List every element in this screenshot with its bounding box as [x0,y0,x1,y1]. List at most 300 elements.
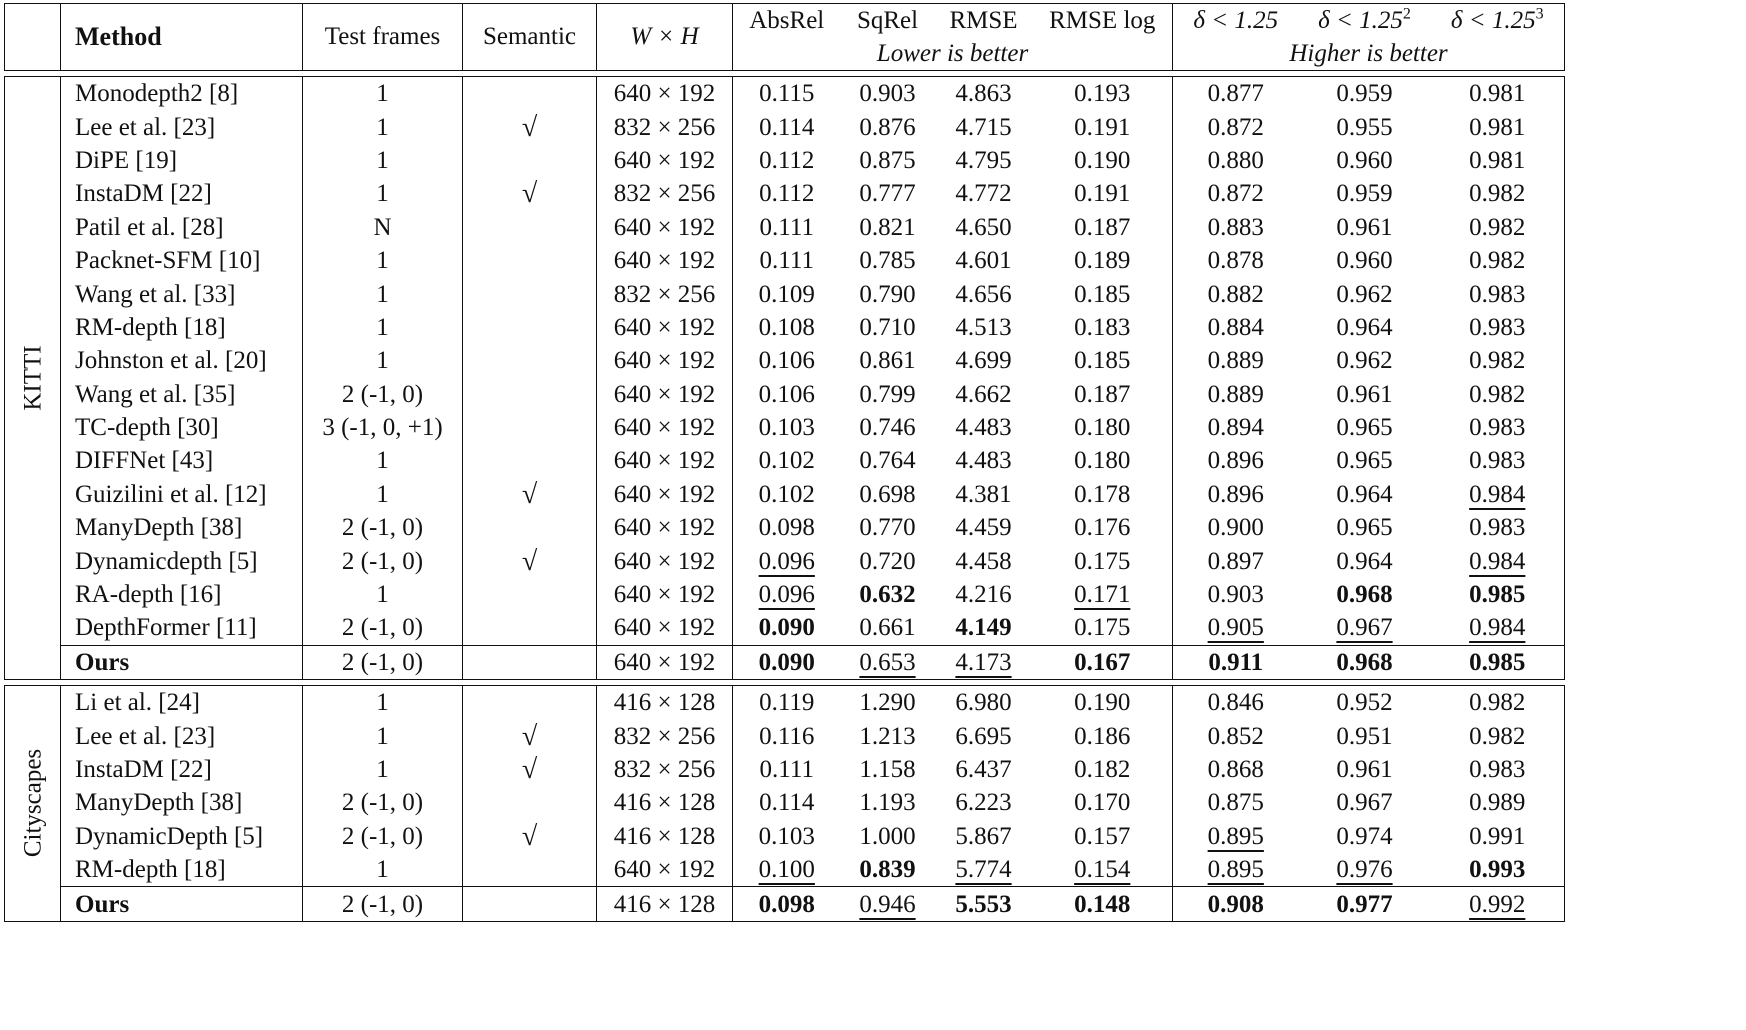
absrel-cell [733,277,841,310]
delta2-cell [1299,820,1431,853]
absrel-cell [733,177,841,210]
resolution-cell: 416 × 128 [597,786,733,819]
rmse-value: 5.553 [955,890,1012,918]
sqrel-cell [841,786,935,819]
delta1-cell [1173,110,1299,143]
rmse-log-cell [1033,144,1173,177]
absrel-cell [733,853,841,887]
rmse-cell [935,611,1033,645]
resolution-cell: 640 × 192 [597,544,733,577]
delta3-value: 0.982 [1469,213,1526,241]
delta1-header [1173,4,1299,38]
delta1-value: 0.883 [1207,213,1264,241]
rmse-log-cell [1033,277,1173,310]
delta1-cell [1173,478,1299,511]
resolution-cell: 416 × 128 [597,820,733,853]
test-frames-cell: 2 (-1, 0) [303,820,463,853]
delta1-value: 0.889 [1207,347,1264,375]
sqrel-value: 0.785 [859,247,916,275]
rmse-value: 6.695 [955,722,1012,750]
higher-is-better-label: Higher is better [1173,37,1565,71]
rmse-log-value: 0.185 [1074,280,1131,308]
delta2-cell [1299,144,1431,177]
absrel-value: 0.112 [759,146,815,174]
kitti-block [4,76,1565,680]
rmse-log-cell [1033,853,1173,887]
delta2-value: 0.968 [1336,648,1393,676]
test-frames-header: Test frames [303,4,463,71]
rmse-log-header: RMSE log [1049,6,1156,34]
method-cell: Lee et al. [23] [61,110,303,143]
delta2-cell [1299,887,1431,921]
table-row [5,820,1565,853]
delta2-cell [1299,244,1431,277]
rmse-log-value: 0.183 [1074,313,1131,341]
delta1-cell [1173,753,1299,786]
delta1-cell [1173,719,1299,752]
method-cell: Monodepth2 [8] [61,77,303,111]
test-frames-cell: 2 (-1, 0) [303,544,463,577]
table-row [5,77,1565,111]
delta3-cell [1431,444,1565,477]
method-cell: DiPE [19] [61,144,303,177]
method-cell: Dynamicdepth [5] [61,544,303,577]
delta3-value: 0.992 [1469,890,1526,918]
ours-row [5,887,1565,921]
rmse-cell [935,110,1033,143]
delta2-cell [1299,444,1431,477]
delta2-cell [1299,77,1431,111]
delta3-value: 0.982 [1469,689,1526,717]
rmse-log-cell [1033,244,1173,277]
resolution-header: W × H [597,4,733,71]
resolution-cell: 832 × 256 [597,110,733,143]
rmse-log-value: 0.187 [1074,380,1131,408]
delta1-value: 0.903 [1207,581,1264,609]
rmse-log-value: 0.180 [1074,447,1131,475]
resolution-cell: 640 × 192 [597,344,733,377]
delta3-header [1431,4,1565,38]
delta3-cell [1431,411,1565,444]
test-frames-cell: 1 [303,77,463,111]
semantic-cell [463,686,597,720]
absrel-value: 0.096 [758,547,815,575]
sqrel-cell [841,887,935,921]
method-cell: RM-depth [18] [61,311,303,344]
sqrel-header: SqRel [856,6,919,34]
sqrel-value: 1.158 [859,756,916,783]
sqrel-cell [841,686,935,720]
delta3-value: 0.983 [1469,756,1526,783]
sqrel-cell [841,478,935,511]
rmse-log-cell [1033,686,1173,720]
table-row [5,244,1565,277]
delta1-label: δ < 1.25 [1193,6,1279,34]
semantic-cell [463,478,597,511]
absrel-value: 0.111 [759,213,814,241]
delta1-cell [1173,378,1299,411]
semantic-cell [463,820,597,853]
delta3-cell [1431,144,1565,177]
rmse-cell [935,211,1033,244]
delta2-value: 0.959 [1336,180,1393,208]
delta3-cell [1431,544,1565,577]
rmse-log-value: 0.190 [1074,146,1131,174]
delta3-cell [1431,177,1565,210]
delta2-value: 0.967 [1336,614,1393,642]
checkmark-icon: √ [521,720,538,752]
method-cell: TC-depth [30] [61,411,303,444]
table-row [5,853,1565,887]
semantic-cell [463,311,597,344]
rmse-log-value: 0.182 [1074,756,1131,783]
method-cell: RM-depth [18] [61,853,303,887]
rmse-cell [935,444,1033,477]
sqrel-value: 0.903 [859,80,916,108]
test-frames-cell: 1 [303,444,463,477]
test-frames-cell: 2 (-1, 0) [303,786,463,819]
rmse-log-value: 0.175 [1074,614,1131,642]
delta1-value: 0.852 [1207,722,1264,750]
semantic-cell [463,411,597,444]
absrel-cell [733,544,841,577]
delta1-value: 0.889 [1207,380,1264,408]
absrel-value: 0.112 [759,180,815,208]
results-table [4,3,1564,922]
test-frames-cell: 2 (-1, 0) [303,887,463,921]
rmse-log-cell [1033,887,1173,921]
rmse-cell [935,820,1033,853]
rmse-log-value: 0.178 [1074,480,1131,508]
delta2-cell [1299,277,1431,310]
sqrel-cell [841,177,935,210]
delta1-value: 0.895 [1207,856,1264,884]
rmse-value: 4.662 [955,380,1012,408]
rmse-value: 4.216 [955,581,1012,609]
sqrel-cell [841,110,935,143]
delta2-value: 0.961 [1336,380,1393,408]
delta1-cell [1173,544,1299,577]
sqrel-value: 0.861 [859,347,916,375]
delta1-value: 0.905 [1207,614,1264,642]
dataset-label: Cityscapes [19,749,46,858]
delta1-cell [1173,511,1299,544]
absrel-cell [733,753,841,786]
semantic-cell [463,611,597,645]
rmse-log-value: 0.187 [1074,213,1131,241]
absrel-cell [733,578,841,611]
table-row [5,144,1565,177]
delta2-cell [1299,411,1431,444]
delta3-cell [1431,853,1565,887]
delta3-value: 0.985 [1469,648,1526,676]
rmse-cell [935,378,1033,411]
semantic-cell [463,110,597,143]
semantic-cell [463,753,597,786]
rmse-value: 4.863 [955,80,1012,108]
delta2-value: 0.952 [1336,689,1393,717]
method-cell: Packnet-SFM [10] [61,244,303,277]
delta2-value: 0.955 [1336,113,1393,141]
rmse-log-value: 0.193 [1074,80,1131,108]
rmse-cell [935,177,1033,210]
absrel-value: 0.114 [759,789,815,817]
table-row [5,378,1565,411]
rmse-log-cell [1033,820,1173,853]
rmse-cell [935,77,1033,111]
rmse-log-cell [1033,411,1173,444]
delta1-cell [1173,645,1299,679]
delta3-value: 0.981 [1469,146,1526,174]
table-row [5,511,1565,544]
delta1-value: 0.872 [1207,180,1264,208]
sqrel-cell [841,511,935,544]
dataset-label-cell [5,686,61,922]
resolution-cell: 640 × 192 [597,144,733,177]
delta2-value: 0.960 [1336,146,1393,174]
delta2-value: 0.976 [1336,856,1393,884]
delta1-value: 0.908 [1207,890,1264,918]
rmse-value: 4.601 [955,247,1012,275]
absrel-value: 0.108 [758,313,815,341]
rmse-cell [935,686,1033,720]
delta3-cell [1431,277,1565,310]
test-frames-cell: 1 [303,177,463,210]
delta3-value: 0.982 [1469,180,1526,208]
table-row [5,478,1565,511]
sqrel-value: 1.193 [859,789,916,817]
method-cell: ManyDepth [38] [61,786,303,819]
table-row [5,311,1565,344]
rmse-cell [935,144,1033,177]
absrel-cell [733,478,841,511]
delta1-cell [1173,611,1299,645]
delta3-cell [1431,645,1565,679]
delta2-value: 0.967 [1336,789,1393,817]
rmse-log-cell [1033,444,1173,477]
absrel-cell [733,611,841,645]
resolution-cell: 640 × 192 [597,411,733,444]
delta3-cell [1431,77,1565,111]
test-frames-cell: 1 [303,478,463,511]
delta3-value: 0.984 [1469,480,1526,508]
semantic-cell [463,853,597,887]
sqrel-cell [841,611,935,645]
resolution-cell: 640 × 192 [597,853,733,887]
semantic-cell [463,211,597,244]
table-row [5,544,1565,577]
resolution-cell: 416 × 128 [597,686,733,720]
semantic-cell [463,645,597,679]
delta3-cell [1431,611,1565,645]
delta2-value: 0.968 [1336,581,1393,609]
rmse-log-cell [1033,177,1173,210]
rmse-log-value: 0.175 [1074,547,1131,575]
sqrel-cell [841,544,935,577]
sqrel-cell [841,144,935,177]
rmse-value: 6.437 [955,756,1012,783]
table-row [5,719,1565,752]
sqrel-value: 0.710 [859,313,916,341]
rmse-value: 4.772 [955,180,1012,208]
rmse-cell [935,719,1033,752]
rmse-log-value: 0.170 [1074,789,1131,817]
delta2-value: 0.961 [1336,756,1393,783]
test-frames-cell: 2 (-1, 0) [303,645,463,679]
method-cell: DepthFormer [11] [61,611,303,645]
semantic-header: Semantic [463,4,597,71]
rmse-cell [935,478,1033,511]
delta3-cell [1431,578,1565,611]
absrel-cell [733,444,841,477]
checkmark-icon: √ [521,820,538,852]
resolution-cell: 640 × 192 [597,511,733,544]
absrel-cell [733,411,841,444]
absrel-cell [733,211,841,244]
absrel-value: 0.111 [759,756,814,783]
delta1-cell [1173,311,1299,344]
absrel-value: 0.096 [758,581,815,609]
rmse-value: 5.774 [955,856,1012,884]
rmse-cell [935,411,1033,444]
absrel-cell [733,378,841,411]
rmse-log-value: 0.157 [1074,822,1131,850]
semantic-cell [463,378,597,411]
delta3-cell [1431,686,1565,720]
sqrel-value: 0.661 [859,614,916,642]
delta1-value: 0.900 [1207,514,1264,542]
method-cell: Ours [61,887,303,921]
absrel-value: 0.090 [758,648,815,676]
semantic-cell [463,511,597,544]
rmse-value: 4.381 [955,480,1012,508]
sqrel-value: 1.000 [859,822,916,850]
rmse-log-value: 0.171 [1074,581,1131,609]
checkmark-icon: √ [521,478,538,510]
rmse-log-value: 0.191 [1074,180,1131,208]
delta3-value: 0.982 [1469,380,1526,408]
test-frames-cell: 2 (-1, 0) [303,378,463,411]
absrel-cell [733,645,841,679]
rmse-cell [935,511,1033,544]
method-cell: Johnston et al. [20] [61,344,303,377]
resolution-cell: 640 × 192 [597,444,733,477]
sqrel-value: 0.653 [859,648,916,676]
test-frames-cell: 1 [303,311,463,344]
rmse-value: 6.980 [955,689,1012,717]
table-header [4,3,1565,71]
rmse-cell [935,786,1033,819]
sqrel-value: 0.875 [859,146,916,174]
test-frames-cell: 1 [303,853,463,887]
semantic-cell [463,578,597,611]
resolution-cell: 832 × 256 [597,753,733,786]
rmse-log-value: 0.180 [1074,414,1131,442]
sqrel-cell [841,444,935,477]
delta1-value: 0.875 [1207,789,1264,817]
rmse-value: 4.483 [955,414,1012,442]
delta2-label: δ < 1.25 [1318,6,1403,34]
rmse-cell [935,311,1033,344]
rmse-log-cell [1033,719,1173,752]
semantic-cell [463,444,597,477]
dataset-header-cell [5,4,61,71]
delta2-cell [1299,478,1431,511]
sqrel-cell [841,344,935,377]
method-cell: ManyDepth [38] [61,511,303,544]
rmse-log-cell [1033,344,1173,377]
sqrel-value: 0.821 [859,213,916,241]
delta1-value: 0.878 [1207,247,1264,275]
method-cell: Wang et al. [33] [61,277,303,310]
sqrel-cell [841,645,935,679]
delta3-value: 0.982 [1469,247,1526,275]
delta2-cell [1299,753,1431,786]
delta1-cell [1173,444,1299,477]
rmse-value: 4.715 [955,113,1012,141]
method-cell: Lee et al. [23] [61,719,303,752]
method-cell: Li et al. [24] [61,686,303,720]
delta2-cell [1299,786,1431,819]
delta1-cell [1173,686,1299,720]
absrel-cell [733,786,841,819]
delta3-value: 0.989 [1469,789,1526,817]
cityscapes-block [4,685,1565,922]
delta3-label: δ < 1.25 [1450,6,1536,34]
test-frames-cell: 1 [303,110,463,143]
test-frames-cell: 2 (-1, 0) [303,511,463,544]
sqrel-cell [841,719,935,752]
rmse-log-cell [1033,77,1173,111]
delta1-cell [1173,77,1299,111]
sqrel-value: 0.764 [859,447,916,475]
sqrel-cell [841,411,935,444]
delta2-value: 0.974 [1336,822,1393,850]
delta3-cell [1431,211,1565,244]
delta1-cell [1173,411,1299,444]
rmse-value: 4.459 [955,514,1012,542]
semantic-cell [463,277,597,310]
semantic-cell [463,77,597,111]
table-row [5,110,1565,143]
rmse-cell [935,645,1033,679]
test-frames-cell: 3 (-1, 0, +1) [303,411,463,444]
semantic-cell [463,719,597,752]
delta3-cell [1431,786,1565,819]
sqrel-cell [841,311,935,344]
delta1-value: 0.894 [1207,414,1264,442]
delta2-cell [1299,719,1431,752]
sqrel-value: 0.746 [859,414,916,442]
table-row [5,611,1565,645]
rmse-cell [935,887,1033,921]
absrel-value: 0.090 [758,614,815,642]
resolution-cell: 832 × 256 [597,177,733,210]
sqrel-value: 0.770 [859,514,916,542]
method-cell: Patil et al. [28] [61,211,303,244]
rmse-value: 4.650 [955,213,1012,241]
delta2-cell [1299,544,1431,577]
rmse-log-value: 0.176 [1074,514,1131,542]
delta2-cell [1299,110,1431,143]
delta2-value: 0.962 [1336,280,1393,308]
sqrel-value: 0.790 [859,280,916,308]
absrel-value: 0.119 [759,689,815,717]
table-row [5,411,1565,444]
rmse-log-cell [1033,753,1173,786]
delta3-value: 0.991 [1469,822,1526,850]
delta3-value: 0.982 [1469,347,1526,375]
